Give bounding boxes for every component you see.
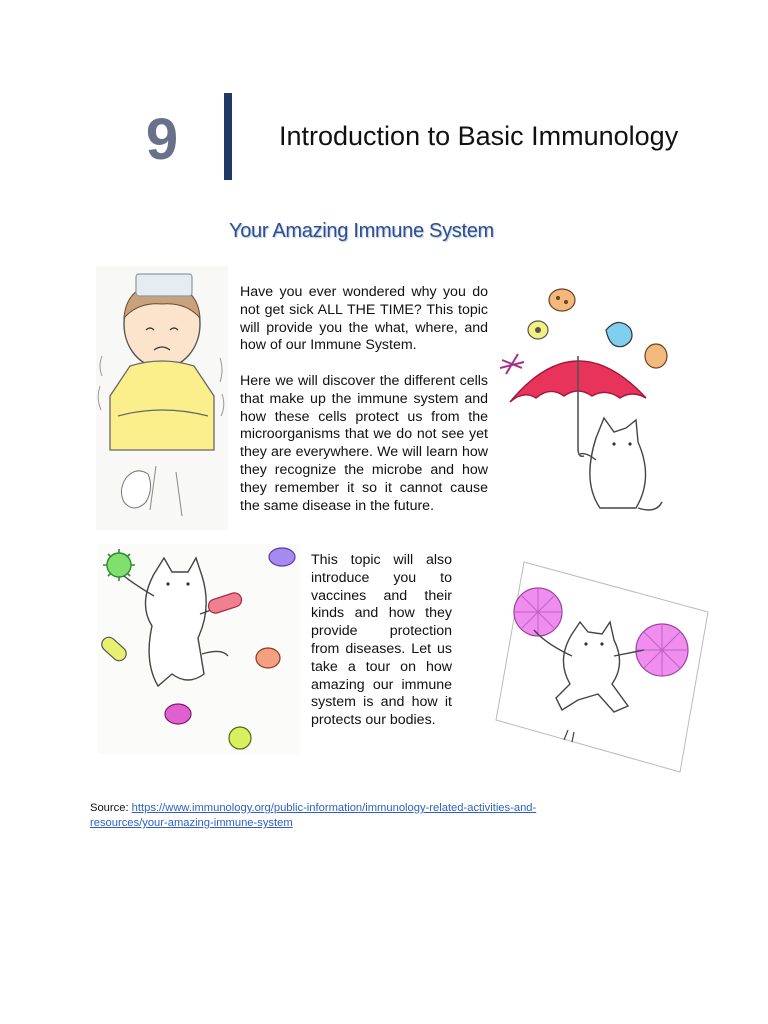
- cat-with-pompoms-illustration: [494, 560, 712, 774]
- cells-paragraph: Here we will discover the different cells that make up the immune system and how these cells protect us from the microorganisms that we do not see yet they are everywhere. We will learn how they recognize the microbe and how they remember it so it cannot cause the same disease in the future.: [240, 373, 488, 514]
- chapter-number: 9: [145, 107, 179, 172]
- section-heading: Your Amazing Immune System: [229, 220, 494, 242]
- source-link[interactable]: [90, 802, 536, 829]
- intro-paragraph: Have you ever wondered why you do not get sick ALL THE TIME? This topic will provide you the what, where, and how of our Immune System.: [240, 284, 488, 354]
- source-citation: [90, 801, 610, 831]
- cat-with-umbrella-illustration: [496, 282, 672, 526]
- vaccines-paragraph: This topic will also introduce you to vaccines and their kinds and how they provide protection from diseases. Let us take a tour on how amazing our immune system is and how it protects our bodies.: [311, 552, 452, 729]
- sick-person-illustration: [96, 266, 228, 530]
- chapter-divider: [224, 93, 232, 180]
- source-link-line-1: https://www.immunology.org/public-information/immunology-related-activities-and-: [131, 802, 537, 814]
- source-label: Source:: [90, 802, 132, 814]
- source-link-line-2: resources/your-amazing-immune-system: [90, 817, 293, 829]
- cat-with-microbes-illustration: [98, 544, 300, 754]
- chapter-title: Introduction to Basic Immunology: [279, 121, 679, 151]
